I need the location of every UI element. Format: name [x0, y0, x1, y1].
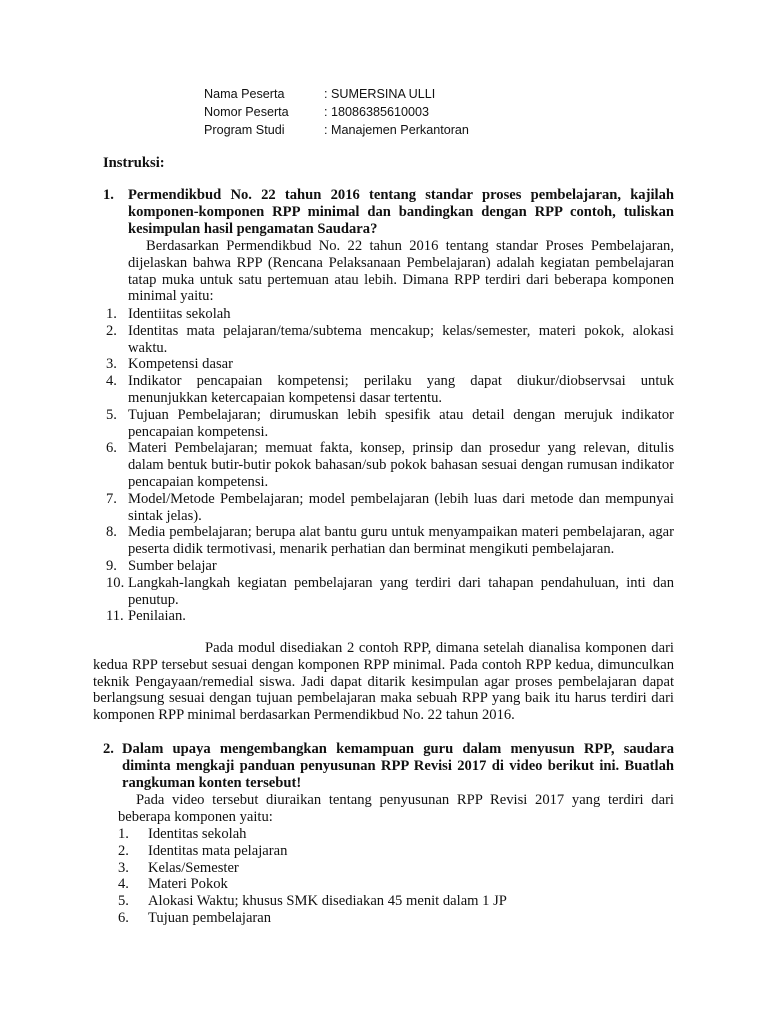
- header-value: : 18086385610003: [324, 105, 430, 119]
- question-1-intro: [128, 238, 674, 305]
- list-text: Kompetensi dasar: [128, 356, 233, 373]
- list-item: [106, 407, 674, 441]
- list-text: Alokasi Waktu; khusus SMK disediakan 45 menit dalam 1 JP: [148, 893, 507, 910]
- list-number: 1.: [106, 306, 117, 322]
- header-label: Nama Peserta: [204, 87, 285, 101]
- list-item: [106, 575, 674, 609]
- question-1-conclusion: [93, 640, 674, 724]
- list-number: 3.: [106, 356, 117, 373]
- list-text: Tujuan pembelajaran: [148, 909, 272, 926]
- list-text: Identitas mata pelajaran: [148, 842, 288, 859]
- list-text: Tujuan Pembelajaran; dirumuskan lebih spesifik atau detail dengan merujuk indikator pencapaian kompetensi.: [128, 406, 674, 440]
- list-number: 4.: [106, 373, 117, 390]
- list-item: [106, 440, 674, 490]
- question-number: 1.: [103, 187, 114, 203]
- list-number: 6.: [106, 440, 117, 457]
- list-item: [106, 524, 674, 558]
- list-item: [106, 323, 674, 357]
- list-number: 8.: [106, 524, 117, 541]
- list-text: Materi Pokok: [148, 876, 228, 893]
- list-item: [106, 373, 674, 407]
- list-number: 6.: [118, 909, 129, 926]
- list-item: [106, 306, 674, 323]
- list-item: [118, 910, 674, 927]
- list-number: 3.: [118, 859, 129, 876]
- paragraph: Berdasarkan Permendikbud No. 22 tahun 2016 tentang standar Proses Pembelajaran, dijelaskan bahwa RPP (Rencana Pelaksanaan Pembelajaran) adalah kegiatan pembelajaran tatap muka untuk satu pertemuan atau lebih. Dimana RPP terdiri dari beberapa komponen minimal yaitu:: [128, 238, 674, 305]
- list-item: [118, 843, 674, 860]
- list-number: 10.: [106, 574, 125, 591]
- list-text: Identiitas sekolah: [128, 306, 231, 322]
- header-row-nomor: [204, 103, 469, 121]
- header-value: : Manajemen Perkantoran: [324, 123, 469, 137]
- list-number: 7.: [106, 490, 117, 507]
- question-2-text: Dalam upaya mengembangkan kemampuan guru dalam menyusun RPP, saudara diminta mengkaji panduan penyusunan RPP Revisi 2017 di video berikut ini. Buatlah rangkuman konten tersebut!: [122, 741, 674, 791]
- list-number: 2.: [106, 322, 117, 339]
- header-row-program: [204, 121, 469, 139]
- list-item: [118, 860, 674, 877]
- list-item: [106, 356, 674, 373]
- list-text: Kelas/Semester: [148, 859, 239, 876]
- header-label: Nomor Peserta: [204, 105, 289, 119]
- list-text: Sumber belajar: [128, 557, 217, 574]
- list-item: [118, 826, 674, 843]
- instructions-heading: Instruksi:: [103, 155, 165, 171]
- list-number: 2.: [118, 842, 129, 859]
- paragraph: Pada modul disediakan 2 contoh RPP, dimana setelah dianalisa komponen dari kedua RPP tersebut sesuai dengan komponen RPP minimal. Pada contoh RPP kedua, dimunculkan teknik Pengayaan/remedial siswa. Jadi dapat ditarik kesimpulan agar proses pembelajaran dapat berlangsung sesuai dengan tujuan pembelajaran maka sebuah RPP yang baik itu harus terdiri dari komponen RPP minimal berdasarkan Permendikbud No. 22 tahun 2016.: [93, 640, 674, 724]
- list-number: 4.: [118, 876, 129, 893]
- list-text: Media pembelajaran; berupa alat bantu guru untuk menyampaikan materi pembelajaran, agar peserta didik termotivasi, menarik perhatian dan berminat mengikuti pembelajaran.: [128, 524, 674, 558]
- list-text: Model/Metode Pembelajaran; model pembelajaran (lebih luas dari metode dan mempunyai sintak jelas).: [128, 490, 674, 524]
- list-number: 1.: [118, 826, 129, 842]
- rpp-component-list: [106, 306, 674, 625]
- list-item: [106, 608, 674, 625]
- header-label: Program Studi: [204, 123, 285, 137]
- header-row-nama: [204, 85, 469, 103]
- list-item: [106, 491, 674, 525]
- question-2-intro: [118, 792, 674, 826]
- question-number: 2.: [103, 741, 114, 757]
- list-text: Identitas mata pelajaran/tema/subtema mencakup; kelas/semester, materi pokok, alokasi waktu.: [128, 322, 674, 356]
- list-number: 9.: [106, 557, 117, 574]
- list-number: 5.: [106, 406, 117, 423]
- list-text: Penilaian.: [128, 608, 186, 625]
- list-text: Identitas sekolah: [148, 826, 247, 842]
- header-value: : SUMERSINA ULLI: [324, 87, 436, 101]
- question-1-text: Permendikbud No. 22 tahun 2016 tentang standar proses pembelajaran, kajilah komponen-komponen RPP minimal dan bandingkan dengan RPP contoh, tuliskan kesimpulan hasil pengamatan Saudara?: [128, 187, 674, 237]
- list-item: [118, 876, 674, 893]
- list-text: Indikator pencapaian kompetensi; perilaku yang dapat diukur/diobservsai untuk menunjukkan ketercapaian kompetensi dasar tertentu.: [128, 373, 674, 406]
- list-number: 11.: [106, 608, 124, 625]
- list-item: [106, 558, 674, 575]
- list-number: 5.: [118, 893, 129, 910]
- list-item: [118, 893, 674, 910]
- list-text: Materi Pembelajaran; memuat fakta, konsep, prinsip dan prosedur yang relevan, ditulis dalam bentuk butir-butir pokok bahasan/sub pokok bahasan sesuai dengan rumusan indikator pencapaian kompetensi.: [128, 440, 674, 490]
- paragraph: Pada video tersebut diuraikan tentang penyusunan RPP Revisi 2017 yang terdiri dari beberapa komponen yaitu:: [118, 792, 674, 825]
- list-text: Langkah-langkah kegiatan pembelajaran yang terdiri dari tahapan pendahuluan, inti dan penutup.: [128, 574, 674, 608]
- participant-header: [204, 85, 469, 139]
- rpp-2017-component-list: [118, 826, 674, 927]
